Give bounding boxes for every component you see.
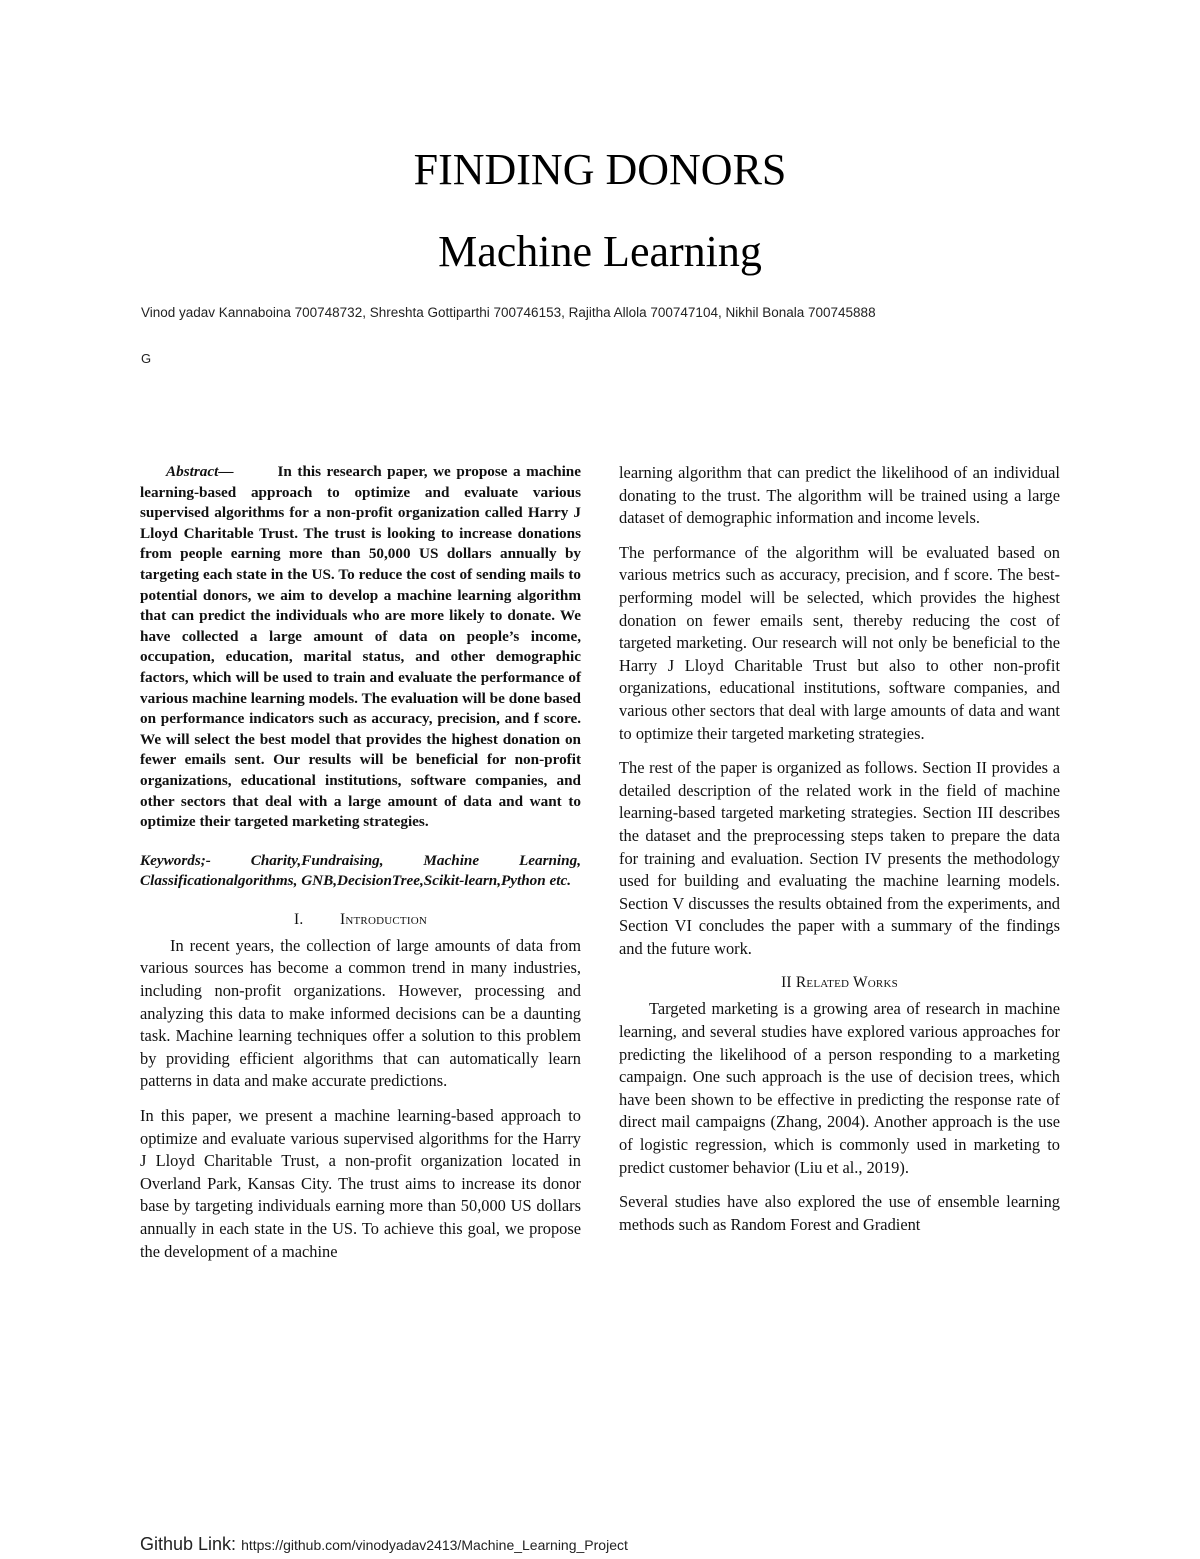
left-column <box>140 462 581 1275</box>
author-list: Vinod yadav Kannaboina 700748732, Shreshta Gottiparthi 700746153, Rajitha Allola 700747104, Nikhil Bonala 700745888 <box>141 305 876 320</box>
section-heading-introduction <box>140 909 581 931</box>
keywords: Keywords;- Charity,Fundraising, Machine Learning, Classificationalgorithms, GNB,DecisionTree,Scikit-learn,Python etc. <box>140 851 581 890</box>
related-paragraph-2: Several studies have also explored the use of ensemble learning methods such as Random Forest and Gradient <box>619 1192 1060 1234</box>
paper-title: FINDING DONORS <box>413 145 787 194</box>
stray-letter: G <box>141 351 152 366</box>
body-paragraph: The performance of the algorithm will be evaluated based on various metrics such as accuracy, precision, and f score. The best-performing model will be selected, which provides the highest donation on fewer emails sent, thereby reducing the cost of targeted marketing. Our research will not only be beneficial to the Harry J Lloyd Charitable Trust but also to other non-profit organizations, educational institutions, software companies, and various other sectors that deal with large amounts of data and want to optimize their targeted marketing strategies. <box>619 542 1060 743</box>
github-label: Github Link: <box>140 1534 242 1554</box>
body-paragraph: The rest of the paper is organized as follows. Section II provides a detailed description of the related work in the field of machine learning-based targeted marketing strategies. Section III describes the dataset and the preprocessing steps taken to prepare the data for training and evaluation. Section IV presents the methodology used for building and evaluating the machine learning models. Section V discusses the results obtained from the experiments, and Section VI concludes the paper with a summary of the findings and the future work. <box>619 758 1060 958</box>
intro-paragraph-1: In recent years, the collection of large amounts of data from various sources has become a common trend in many industries, including non-profit organizations. However, processing and analyzing this data to make informed decisions can be a daunting task. Machine learning techniques offer a solution to this problem by providing efficient algorithms that can automatically learn patterns in data and make accurate predictions. <box>140 935 581 1091</box>
github-link[interactable]: https://github.com/vinodyadav2413/Machine_Learning_Project <box>241 1537 628 1553</box>
related-paragraph-1: Targeted marketing is a growing area of research in machine learning, and several studies have explored various approaches for predicting the likelihood of a person responding to a marketing campaign. One such approach is the use of decision trees, which have been shown to be effective in predicting the response rate of direct mail campaigns (Zhang, 2004). Another approach is the use of logistic regression, which is commonly used in marketing to predict customer behavior (Liu et al., 2019). <box>619 999 1060 1177</box>
section-title: Related Works <box>795 974 898 992</box>
section-title: Introduction <box>339 910 427 928</box>
intro-paragraph-2: In this paper, we present a machine learning-based approach to optimize and evaluate various supervised algorithms for the Harry J Lloyd Charitable Trust, a non-profit organization located in Overland Park, Kansas City. The trust aims to increase its donor base by targeting individuals earning more than 50,000 US dollars annually in each state in the US. To achieve this goal, we propose the development of a machine <box>140 1106 581 1261</box>
abstract-text: In this research paper, we propose a machine learning-based approach to optimize and evaluate various supervised algorithms for a non-profit organization called Harry J Lloyd Charitable Trust. The trust is looking to increase donations from people earning more than 50,000 US dollars annually by targeting each state in the US. To reduce the cost of sending mails to potential donors, we aim to develop a machine learning algorithm that can predict the individuals who are more likely to donate. We have collected a large amount of data on people’s income, occupation, education, marital status, and other demographic factors, which will be used to train and evaluate the performance of various machine learning models. The evaluation will be done based on performance indicators such as accuracy, precision, and f score. We will select the best model that provides the highest donation on fewer emails sent. Our results will be beneficial for non-profit organizations, educational institutions, software companies, and other sectors that deal with a large amount of data and want to optimize their targeted marketing strategies. <box>140 463 581 831</box>
section-number: I. <box>293 910 304 928</box>
paper-subtitle: Machine Learning <box>438 227 762 276</box>
right-column <box>619 462 1060 1248</box>
abstract-lead: Abstract— <box>166 463 234 480</box>
abstract <box>140 462 581 833</box>
section-heading-related-works <box>619 972 1060 994</box>
body-paragraph-continued: learning algorithm that can predict the likelihood of an individual donating to the trust. The algorithm will be trained using a large dataset of demographic information and income levels. <box>619 463 1060 528</box>
github-footer <box>140 1530 628 1559</box>
section-number: II <box>781 974 792 992</box>
